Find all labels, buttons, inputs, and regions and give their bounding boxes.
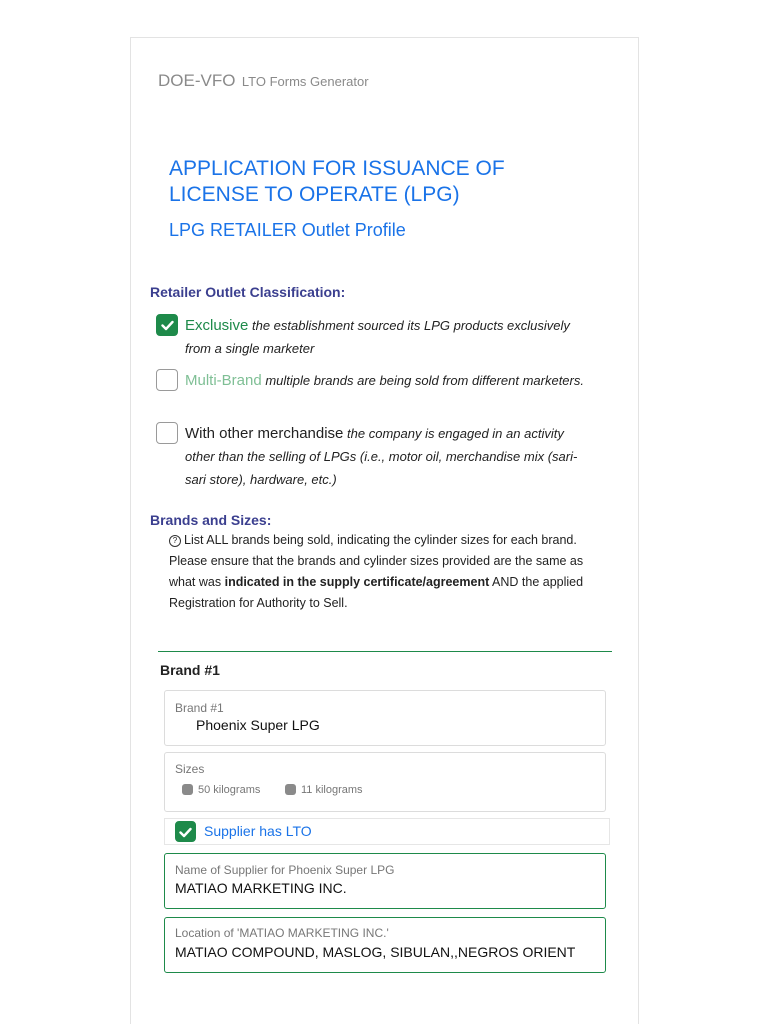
exclusive-description: the establishment sourced its LPG products exclusively from a single marketer — [185, 318, 570, 356]
exclusive-checkbox[interactable] — [156, 314, 178, 336]
sizes-label: Sizes — [175, 762, 205, 776]
other-merchandise-checkbox[interactable] — [156, 422, 178, 444]
option-other-merchandise[interactable] — [156, 422, 616, 494]
classification-heading: Retailer Outlet Classification: — [150, 284, 346, 300]
other-merchandise-label: With other merchandise — [185, 425, 344, 442]
note-text-2: AND the applied Registration for Authority to Sell. — [169, 575, 584, 610]
exclusive-label: Exclusive — [185, 317, 249, 334]
section-divider — [158, 651, 612, 652]
supplier-name-input[interactable]: MATIAO MARKETING INC. — [175, 880, 347, 896]
brands-instructions — [169, 530, 609, 614]
size-chip-11kg[interactable] — [285, 784, 363, 796]
other-merchandise-text — [185, 422, 585, 491]
note-text-1: List ALL brands being sold, indicating the cylinder sizes for each brand. Please ensure that the brands and cylinder sizes provided are the same as what was — [169, 533, 584, 589]
form-title: APPLICATION FOR ISSUANCE OF LICENSE TO OPERATE (LPG) — [169, 157, 505, 206]
option-exclusive[interactable] — [156, 314, 616, 362]
supplier-has-lto-checkbox[interactable] — [175, 821, 196, 842]
supplier-location-field[interactable] — [164, 917, 606, 973]
option-multi-brand[interactable] — [156, 369, 616, 417]
note-text-bold: indicated in the supply certificate/agreement — [224, 575, 490, 589]
supplier-location-input[interactable]: MATIAO COMPOUND, MASLOG, SIBULAN,,NEGROS ORIENT — [175, 944, 576, 960]
sizes-field[interactable] — [164, 752, 606, 812]
size-chip-50kg-label: 50 kilograms — [198, 784, 261, 796]
brand-1-input[interactable]: Phoenix Super LPG — [196, 717, 320, 733]
multi-brand-description: multiple brands are being sold from different marketers. — [265, 373, 584, 388]
supplier-name-field[interactable] — [164, 853, 606, 909]
supplier-name-label: Name of Supplier for Phoenix Super LPG — [175, 863, 395, 877]
supplier-has-lto-label: Supplier has LTO — [204, 823, 312, 839]
chip-bullet-icon — [182, 784, 193, 795]
app-name: DOE-VFO — [158, 71, 236, 90]
check-icon — [161, 320, 174, 331]
exclusive-text — [185, 314, 585, 360]
supplier-location-label: Location of 'MATIAO MARKETING INC.' — [175, 926, 389, 940]
check-icon — [179, 827, 192, 838]
size-chip-50kg[interactable] — [182, 784, 260, 796]
size-chip-11kg-label: 11 kilograms — [301, 784, 363, 796]
brand-1-field[interactable] — [164, 690, 606, 746]
form-subtitle: LPG RETAILER Outlet Profile — [169, 220, 406, 240]
question-circle-icon: ? — [169, 535, 181, 547]
supplier-has-lto-row[interactable] — [164, 818, 610, 845]
brand-1-heading: Brand #1 — [160, 662, 220, 678]
other-merchandise-description: the company is engaged in an activity other than the selling of LPGs (i.e., motor oil, merchandise mix (sari-sari store), hardware, etc.) — [185, 426, 578, 487]
form-card — [130, 37, 639, 1024]
multi-brand-text — [185, 369, 585, 392]
chip-bullet-icon — [285, 784, 296, 795]
multi-brand-label: Multi-Brand — [185, 372, 262, 389]
brand-1-field-label: Brand #1 — [175, 701, 224, 715]
brands-sizes-heading: Brands and Sizes: — [150, 512, 272, 528]
multi-brand-checkbox[interactable] — [156, 369, 178, 391]
app-subtitle: LTO Forms Generator — [241, 74, 369, 89]
app-header — [158, 71, 369, 91]
